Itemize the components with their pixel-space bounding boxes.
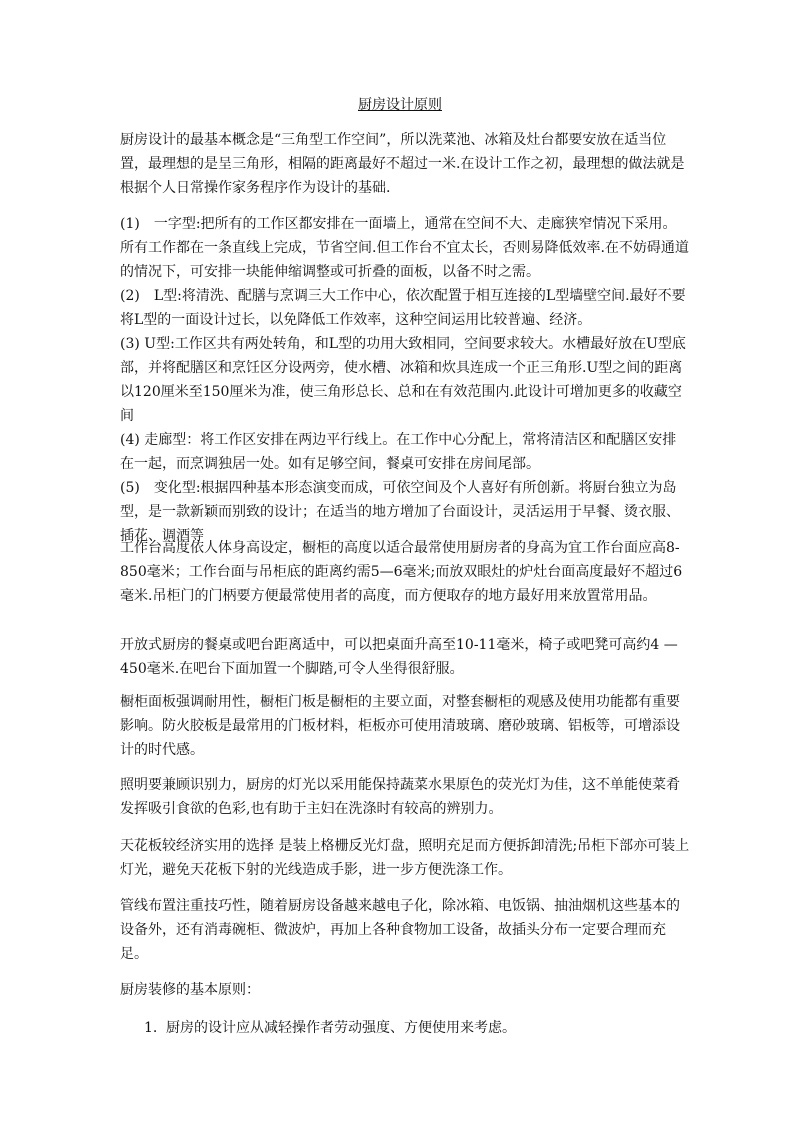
- layout-types-section: [120, 212, 690, 548]
- open-kitchen-text: 开放式厨房的餐桌或吧台距离适中，可以把桌面升高至10-11毫米，椅子或吧凳可高约4 — 450毫米.在吧台下面加置一个脚踏,可令人坐得很舒服。: [120, 637, 678, 677]
- wiring-paragraph: [120, 894, 690, 966]
- principles-heading: [120, 978, 690, 1002]
- type-item-1: (1) 一字型:把所有的工作区都安排在一面墙上，通常在空间不大、走廊狭窄情况下采用。所有工作都在一条直线上完成，节省空间.但工作台不宜太长，否则易降低效率.在不妨碍通道的情况下，可安排一块能伸缩调整或可折叠的面板，以备不时之需。: [120, 216, 689, 280]
- ceiling-text: 天花板较经济实用的选择 是装上格栅反光灯盘，照明充足而方便拆卸清洗;吊柜下部亦可装上灯光，避免天花板下射的光线造成手影，进一步方便洗涤工作。: [120, 838, 690, 878]
- cabinet-paragraph: [120, 690, 690, 762]
- height-paragraph: [120, 536, 690, 608]
- cabinet-text: 橱柜面板强调耐用性，橱柜门板是橱柜的主要立面，对整套橱柜的观感及使用功能都有重要影响。防火胶板是最常用的门板材料，柜板亦可使用清玻璃、磨砂玻璃、铝板等，可增添设计的时代感。: [120, 694, 680, 758]
- intro-paragraph: [120, 128, 690, 200]
- open-kitchen-paragraph: [120, 633, 690, 681]
- lighting-text: 照明要兼顾识别力，厨房的灯光以采用能保持蔬菜水果原色的荧光灯为佳，这不单能使菜肴发挥吸引食欲的色彩,也有助于主妇在洗涤时有较高的辨别力。: [120, 777, 680, 817]
- principles-heading-text: 厨房装修的基本原则：: [120, 982, 260, 998]
- principle-text: 厨房的设计应从减轻操作者劳动强度、方便使用来考虑。: [166, 1020, 516, 1036]
- type-item-2: (2) L型:将清洗、配膳与烹调三大工作中心，依次配置于相互连接的L型墙壁空间.最好不要将L型的一面设计过长，以免降低工作效率，这种空间运用比较普遍、经济。: [120, 288, 686, 328]
- page-title: 厨房设计原则: [358, 97, 442, 113]
- type-item-4: (4) 走廊型：将工作区安排在两边平行线上。在工作中心分配上，常将清洁区和配膳区安排在一起，而烹调独居一处。如有足够空间，餐桌可安排在房间尾部。: [120, 432, 677, 472]
- intro-text: 厨房设计的最基本概念是“三角型工作空间”，所以洗菜池、冰箱及灶台都要安放在适当位置，最理想的是呈三角形，相隔的距离最好不超过一米.在设计工作之初，最理想的做法就是根据个人日常操作家务程序作为设计的基础.: [120, 132, 685, 196]
- ceiling-paragraph: [120, 834, 690, 882]
- lighting-paragraph: [120, 773, 690, 821]
- type-item-5: (5) 变化型:根据四种基本形态演变而成，可依空间及个人喜好有所创新。将厨台独立为岛型，是一款新颖而别致的设计；在适当的地方增加了台面设计，灵活运用于早餐、烫衣服、插花、调酒等: [120, 480, 680, 544]
- type-item-3: (3) U型:工作区共有两处转角，和L型的功用大致相同，空间要求较大。水槽最好放在U型底部，并将配膳区和烹饪区分设两旁，使水槽、冰箱和炊具连成一个正三角形.U型之间的距离以120厘米至150厘米为准，使三角形总长、总和在有效范围内.此设计可增加更多的收藏空间: [120, 336, 686, 424]
- height-text: 工作台高度依人体身高设定，橱柜的高度以适合最常使用厨房者的身高为宜工作台面应高8-850毫米；工作台面与吊柜底的距离约需5—6毫米;而放双眼灶的炉灶台面高度最好不超过6毫米.吊柜门的门柄要方便最常使用者的高度，而方便取存的地方最好用来放置常用品。: [120, 540, 683, 604]
- principle-number: 1.: [144, 1020, 158, 1036]
- wiring-text: 管线布置注重技巧性，随着厨房设备越来越电子化，除冰箱、电饭锅、抽油烟机这些基本的设备外，还有消毒碗柜、微波炉，再加上各种食物加工设备，故插头分布一定要合理而充足。: [120, 898, 680, 962]
- principle-item-1: [144, 1016, 684, 1040]
